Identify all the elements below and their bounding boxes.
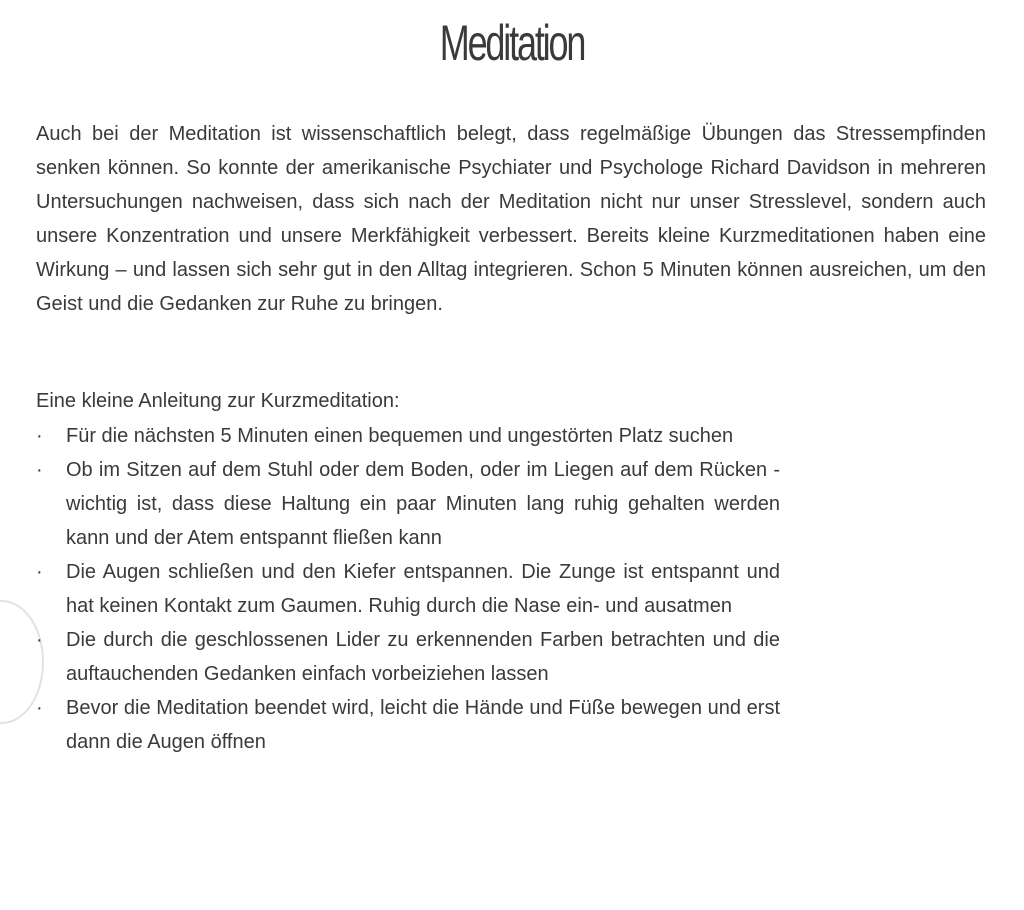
bullet-dot: · xyxy=(36,425,43,447)
step-item xyxy=(36,453,780,555)
intro-paragraph: Auch bei der Meditation ist wissenschaftlich belegt, dass regelmäßige Übungen das Stressempfinden senken können. So konnte der amerikanische Psychiater und Psychologe Richard Davidson in mehreren Untersuchungen nachweisen, dass sich nach der Meditation nicht nur unser Stresslevel, sondern auch unsere Konzentration und unsere Merkfähigkeit verbessert. Bereits kleine Kurzmeditationen haben eine Wirkung – und lassen sich sehr gut in den Alltag integrieren. Schon 5 Minuten können ausreichen, um den Geist und die Gedanken zur Ruhe zu bringen. xyxy=(36,123,986,315)
step-item xyxy=(36,623,780,691)
step-item xyxy=(36,419,780,453)
step-text: Für die nächsten 5 Minuten einen bequemen und ungestörten Platz suchen xyxy=(66,425,734,447)
step-item xyxy=(36,691,780,759)
bullet-dot: · xyxy=(36,561,43,583)
bullet-dot: · xyxy=(36,697,43,719)
steps-list xyxy=(36,419,780,759)
step-text: Bevor die Meditation beendet wird, leicht die Hände und Füße bewegen und erst dann die Augen öffnen xyxy=(66,697,780,753)
bullet-dot: · xyxy=(36,459,43,481)
step-text: Ob im Sitzen auf dem Stuhl oder dem Boden, oder im Liegen auf dem Rücken - wichtig ist, dass diese Haltung ein paar Minuten lang ruhig gehalten werden kann und der Atem entspannt fließen kann xyxy=(66,459,780,549)
page-title: Meditation xyxy=(439,15,585,71)
step-text: Die Augen schließen und den Kiefer entspannen. Die Zunge ist entspannt und hat keinen Kontakt zum Gaumen. Ruhig durch die Nase ein- und ausatmen xyxy=(66,561,780,617)
guide-heading: Eine kleine Anleitung zur Kurzmeditation: xyxy=(36,390,400,412)
bullet-dot: · xyxy=(36,629,43,651)
step-text: Die durch die geschlossenen Lider zu erkennenden Farben betrachten und die auftauchenden Gedanken einfach vorbeiziehen lassen xyxy=(66,629,780,685)
step-item xyxy=(36,555,780,623)
